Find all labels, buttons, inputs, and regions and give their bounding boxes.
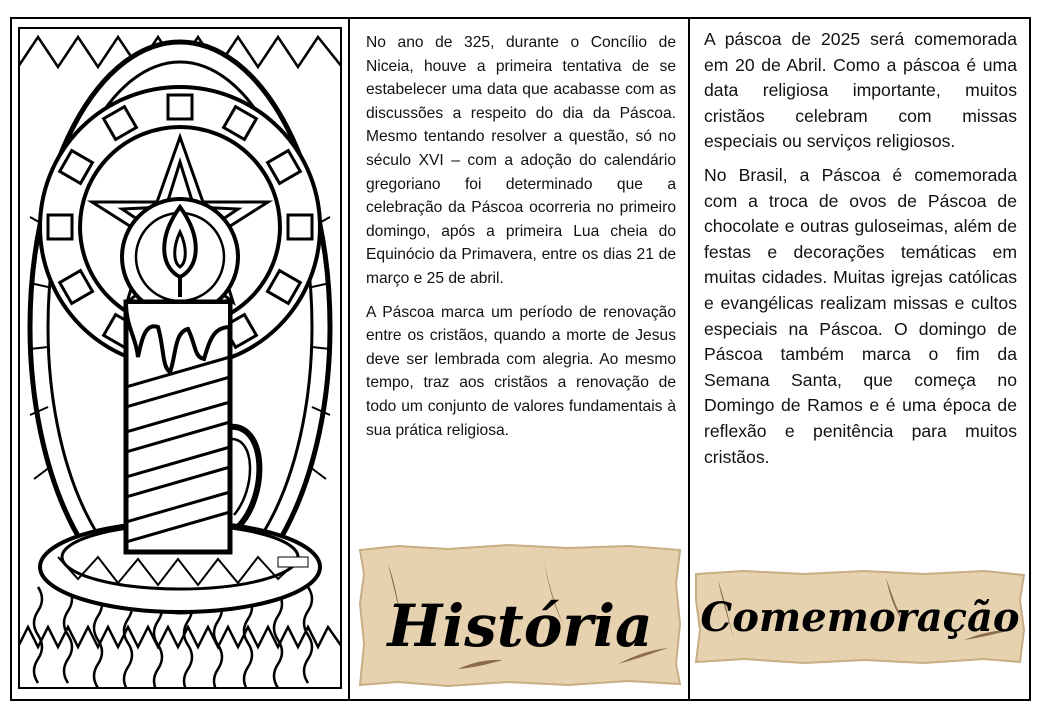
comemoracao-banner-title: Comemoração bbox=[700, 593, 1020, 641]
comemoracao-text bbox=[704, 27, 1017, 478]
historia-panel bbox=[350, 17, 690, 701]
historia-banner-title: História bbox=[387, 591, 653, 660]
comemoracao-paragraph-2: No Brasil, a Páscoa é comemorada com a troca de ovos de Páscoa de chocolate e outras guloseimas, além de festas e decorações temáticas em muitas cidades. Muitas igrejas católicas e evangélicas realizam missas e cultos especiais na Páscoa. O domingo de Páscoa também marca o fim da Semana Santa, que começa no Domingo de Ramos e é uma época de reflexão e penitência para muitos cristãos. bbox=[704, 164, 1017, 467]
candle-coloring-illustration bbox=[18, 27, 342, 689]
historia-banner bbox=[358, 544, 682, 687]
comemoracao-paragraph-1: A páscoa de 2025 será comemorada em 20 de Abril. Como a páscoa é uma data religiosa importante, muitos cristãos celebram com missas especiais ou serviços religiosos. bbox=[704, 29, 1017, 152]
historia-paragraph-2: A Páscoa marca um período de renovação entre os cristãos, quando a morte de Jesus deve ser lembrada com alegria. Ao mesmo tempo, traz aos cristãos a renovação de todo um conjunto de valores fundamentais à sua prática religiosa. bbox=[366, 303, 676, 439]
comemoracao-panel bbox=[690, 17, 1031, 701]
illustration-panel bbox=[10, 17, 350, 701]
comemoracao-banner bbox=[694, 570, 1026, 664]
historia-paragraph-1: No ano de 325, durante o Concílio de Niceia, houve a primeira tentativa de se estabelecer uma data que acabasse com as discussões a respeito do dia da Páscoa. Mesmo tentando resolver a questão, só no século XVI – com a adoção do calendário gregoriano foi determinado que a celebração da Páscoa ocorreria no primeiro domingo, após a primeira Lua cheia do Equinócio da Primavera, entre os dias 21 de março e 25 de abril. bbox=[366, 34, 676, 287]
historia-text bbox=[366, 31, 676, 452]
